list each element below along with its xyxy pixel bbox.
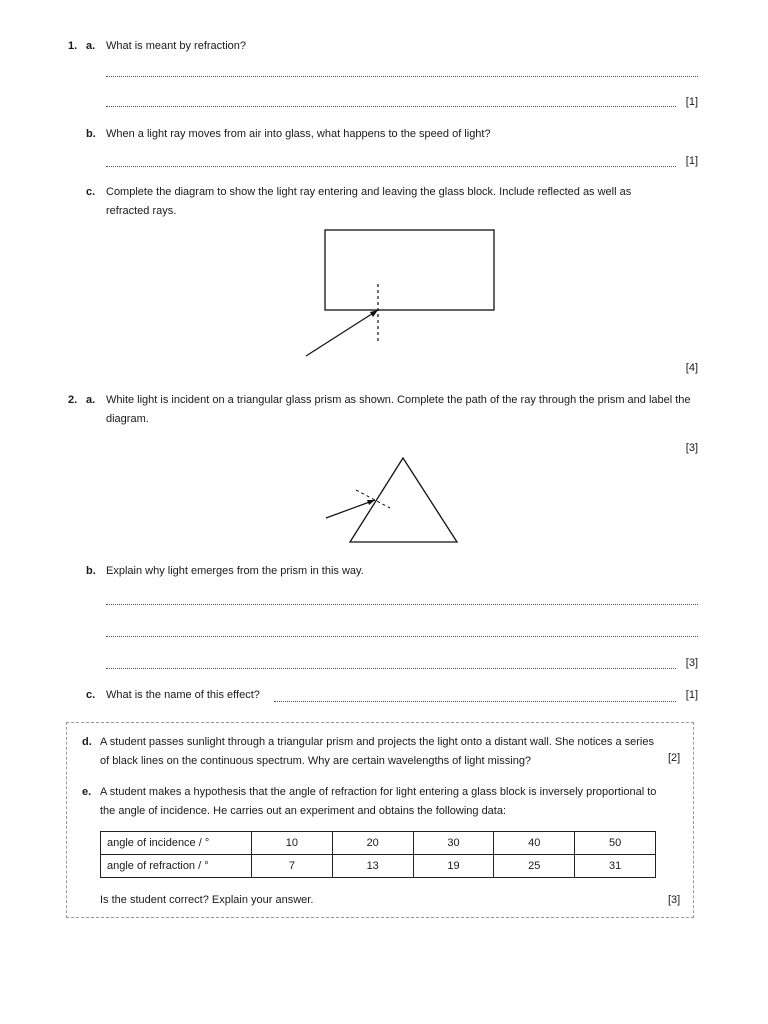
question-1-number: 1. [68, 40, 78, 52]
q1b-mark: [1] [685, 155, 698, 167]
white-light-ray [326, 500, 375, 518]
q2c-answer-line[interactable] [274, 701, 676, 702]
q2b-answer-line-2[interactable] [106, 636, 698, 637]
table-cell: 25 [494, 855, 575, 878]
q2d-label: d. [82, 736, 92, 748]
question-2-number: 2. [68, 394, 78, 406]
q2c-mark: [1] [685, 689, 698, 701]
table-cell: 19 [413, 855, 494, 878]
q1c-label: c. [86, 186, 96, 198]
q2e-mark: [3] [668, 894, 681, 906]
q2e-label: e. [82, 786, 92, 798]
incident-ray-arrowhead [370, 310, 378, 317]
q1a-text: What is meant by refraction? [106, 40, 247, 52]
q2b-text: Explain why light emerges from the prism in this way. [106, 565, 364, 577]
q1a-mark: [1] [685, 96, 698, 108]
q2b-mark: [3] [685, 657, 698, 669]
table-cell: 30 [413, 832, 494, 855]
table-cell: 50 [575, 832, 656, 855]
table-cell: 40 [494, 832, 575, 855]
q2e-question: Is the student correct? Explain your answer. [100, 894, 314, 906]
q2a-text: White light is incident on a triangular glass prism as shown. Complete the path of the ray through the prism and label the diagram. [106, 394, 691, 425]
q2b-answer-line-3[interactable] [106, 668, 676, 669]
row-label: angle of incidence / ° [101, 832, 252, 855]
table-cell: 13 [332, 855, 413, 878]
row-label: angle of refraction / ° [101, 855, 252, 878]
table-cell: 7 [252, 855, 333, 878]
q1a-label: a. [86, 40, 96, 52]
q2a-label: a. [86, 394, 96, 406]
data-table [100, 831, 656, 878]
table-cell: 31 [575, 855, 656, 878]
q1b-label: b. [86, 128, 96, 140]
q2b-label: b. [86, 565, 96, 577]
q1b-answer-line[interactable] [106, 166, 676, 167]
q1a-answer-line-2[interactable] [106, 106, 676, 107]
q2d-text: A student passes sunlight through a triangular prism and projects the light onto a distant wall. She notices a series of black lines on the continuous spectrum. Why are certain wavelengths of light missing? [100, 736, 654, 767]
table-row [101, 832, 656, 855]
q2c-label: c. [86, 689, 96, 701]
table-cell: 10 [252, 832, 333, 855]
table-row [101, 855, 656, 878]
q1c-mark: [4] [685, 362, 698, 374]
glass-block [325, 230, 494, 310]
q1c-text: Complete the diagram to show the light ray entering and leaving the glass block. Include reflected as well as refracted rays. [106, 186, 632, 217]
q2b-answer-line-1[interactable] [106, 604, 698, 605]
q2c-text: What is the name of this effect? [106, 689, 260, 701]
q1a-answer-line-1[interactable] [106, 76, 698, 77]
incident-ray [306, 310, 378, 356]
q2e-text: A student makes a hypothesis that the angle of refraction for light entering a glass block is inversely proportional to the angle of incidence. He carries out an experiment and obtains the following data: [100, 786, 657, 817]
glass-block-diagram [300, 226, 500, 361]
triangular-prism [350, 458, 457, 542]
prism-diagram [320, 452, 465, 548]
q2d-mark: [2] [668, 752, 681, 764]
table-cell: 20 [332, 832, 413, 855]
q2a-mark: [3] [685, 442, 698, 454]
q1b-text: When a light ray moves from air into glass, what happens to the speed of light? [106, 128, 491, 140]
